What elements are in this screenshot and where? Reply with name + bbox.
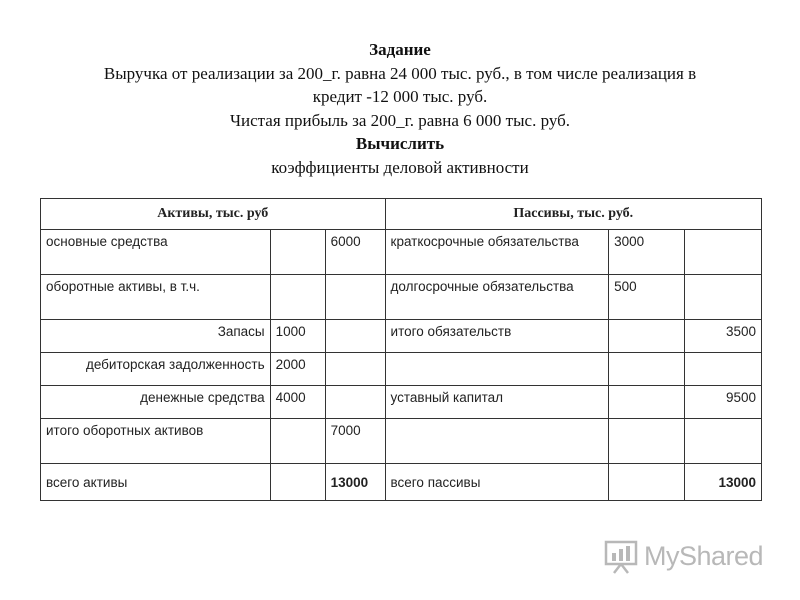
table-cell: основные средства [41, 230, 271, 275]
table-cell: 9500 [685, 386, 762, 419]
task-compute-label: Вычислить [355, 134, 445, 153]
table-row [41, 386, 762, 419]
balance-sheet-table [40, 198, 762, 501]
liabilities-header: Пассивы, тыс. руб. [385, 199, 761, 230]
presentation-board-icon [604, 538, 638, 574]
table-cell [609, 464, 685, 501]
table-row [41, 464, 762, 501]
table-row [41, 230, 762, 275]
table-cell [685, 353, 762, 386]
task-heading: Задание [369, 40, 431, 59]
table-cell: уставный капитал [385, 386, 609, 419]
table-cell: оборотные активы, в т.ч. [41, 275, 271, 320]
table-cell [270, 464, 325, 501]
table-cell: денежные средства [41, 386, 271, 419]
table-cell: 3000 [609, 230, 685, 275]
table-cell: 3500 [685, 320, 762, 353]
task-credit-line: кредит -12 000 тыс. руб. [312, 87, 488, 106]
table-cell: долгосрочные обязательства [385, 275, 609, 320]
table-cell [270, 230, 325, 275]
table-row [41, 353, 762, 386]
table-cell [609, 320, 685, 353]
task-goal-line: коэффициенты деловой активности [271, 157, 529, 177]
table-cell [325, 275, 385, 320]
watermark-text: MyShared [644, 540, 764, 571]
table-cell [609, 419, 685, 464]
table-cell: итого обязательств [385, 320, 609, 353]
table-cell: 13000 [325, 464, 385, 501]
table-row [41, 275, 762, 320]
table-row [41, 320, 762, 353]
table-row [41, 419, 762, 464]
table-cell: всего активы [41, 464, 271, 501]
table-header-row [41, 199, 762, 230]
table-cell [685, 275, 762, 320]
table-cell [685, 230, 762, 275]
table-cell: 1000 [270, 320, 325, 353]
table-cell: 13000 [685, 464, 762, 501]
task-statement [40, 38, 760, 179]
table-cell: 2000 [270, 353, 325, 386]
assets-header: Активы, тыс. руб [41, 199, 386, 230]
table-cell: 500 [609, 275, 685, 320]
task-revenue-line: Выручка от реализации за 200_г. равна 24 000 тыс. руб., в том числе реализация в [103, 63, 697, 83]
table-cell: всего пассивы [385, 464, 609, 501]
table-cell [270, 419, 325, 464]
table-cell [609, 386, 685, 419]
table-cell [270, 275, 325, 320]
table-cell: Запасы [41, 320, 271, 353]
table-cell [385, 353, 609, 386]
table-cell [325, 353, 385, 386]
table-cell: 6000 [325, 230, 385, 275]
task-profit-line: Чистая прибыль за 200_г. равна 6 000 тыс. руб. [229, 110, 571, 130]
myshared-watermark [604, 536, 763, 576]
table-cell [609, 353, 685, 386]
table-cell [385, 419, 609, 464]
table-cell [685, 419, 762, 464]
table-cell: дебиторская задолженность [41, 353, 271, 386]
table-cell [325, 320, 385, 353]
table-cell [325, 386, 385, 419]
table-cell: краткосрочные обязательства [385, 230, 609, 275]
table-cell: 7000 [325, 419, 385, 464]
table-cell: итого оборотных активов [41, 419, 271, 464]
table-cell: 4000 [270, 386, 325, 419]
